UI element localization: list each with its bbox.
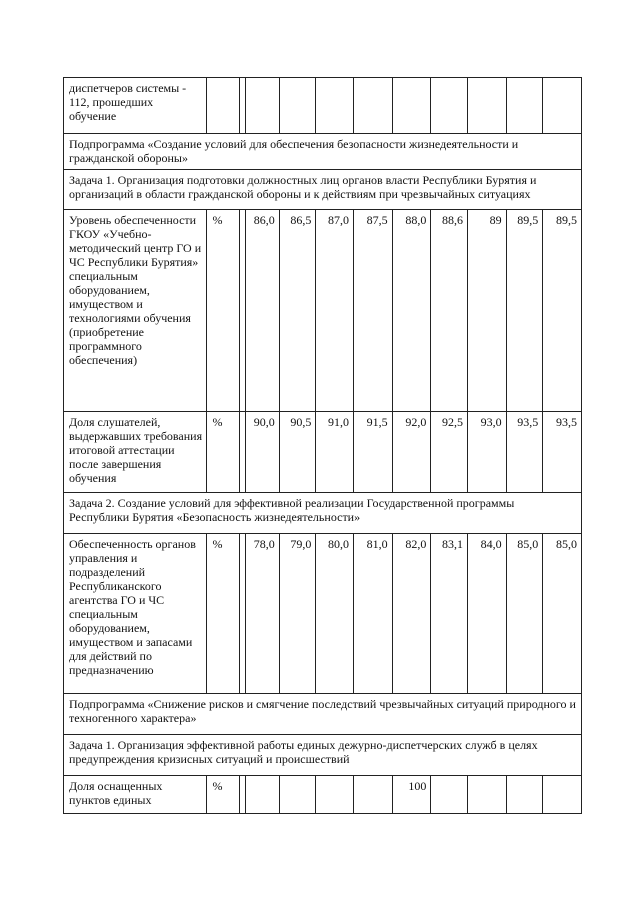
value-cell: 88,6 — [431, 210, 468, 412]
value-cell: 85,0 — [506, 534, 543, 694]
section-heading: Задача 2. Создание условий для эффективной реализации Государственной программы Республики Бурятия «Безопасность жизнедеятельности» — [64, 493, 582, 534]
value-cell: 89,5 — [543, 210, 582, 412]
section-row — [64, 694, 582, 735]
indicator-name: Доля слушателей, выдержавших требования итоговой аттестации после завершения обучения — [64, 412, 207, 493]
value-cell: 90,0 — [246, 412, 280, 493]
value-cell — [316, 78, 354, 134]
section-heading: Подпрограмма «Создание условий для обеспечения безопасности жизнедеятельности и гражданской обороны» — [64, 134, 582, 170]
value-cell — [506, 776, 543, 814]
section-heading: Подпрограмма «Снижение рисков и смягчение последствий чрезвычайных ситуаций природного и техногенного характера» — [64, 694, 582, 735]
value-cell — [431, 776, 468, 814]
indicators-table — [63, 77, 582, 814]
value-cell — [246, 78, 280, 134]
value-cell: 83,1 — [431, 534, 468, 694]
value-cell — [467, 78, 506, 134]
value-cell — [279, 78, 316, 134]
table-row — [64, 210, 582, 412]
table-body — [64, 78, 582, 814]
value-cell: 92,0 — [392, 412, 431, 493]
value-cell: 88,0 — [392, 210, 431, 412]
table-row — [64, 78, 582, 134]
value-cell — [246, 776, 280, 814]
value-cell: 93,5 — [543, 412, 582, 493]
section-heading: Задача 1. Организация подготовки должностных лиц органов власти Республики Бурятия и организаций в области гражданской обороны и к действиям при чрезвычайных ситуациях — [64, 170, 582, 210]
value-cell: 89,5 — [506, 210, 543, 412]
value-cell — [353, 776, 392, 814]
value-cell: 87,5 — [353, 210, 392, 412]
indicator-unit: % — [207, 412, 240, 493]
indicator-name: Обеспеченность органов управления и подразделений Республиканского агентства ГО и ЧС специальным оборудованием, имуществом и запасами для действий по предназначению — [64, 534, 207, 694]
value-cell: 82,0 — [392, 534, 431, 694]
value-cell: 84,0 — [467, 534, 506, 694]
value-cell — [431, 78, 468, 134]
indicator-unit: % — [207, 776, 240, 814]
value-cell — [316, 776, 354, 814]
value-cell: 89 — [467, 210, 506, 412]
value-cell: 100 — [392, 776, 431, 814]
section-row — [64, 134, 582, 170]
value-cell — [506, 78, 543, 134]
value-cell: 79,0 — [279, 534, 316, 694]
value-cell: 93,5 — [506, 412, 543, 493]
value-cell: 86,5 — [279, 210, 316, 412]
value-cell: 81,0 — [353, 534, 392, 694]
indicator-name: диспетчеров системы - 112, прошедших обучение — [64, 78, 207, 134]
indicator-name: Доля оснащенных пунктов единых — [64, 776, 207, 814]
value-cell — [543, 776, 582, 814]
indicator-unit: % — [207, 534, 240, 694]
section-row — [64, 493, 582, 534]
value-cell: 78,0 — [246, 534, 280, 694]
value-cell: 92,5 — [431, 412, 468, 493]
value-cell — [392, 78, 431, 134]
section-row — [64, 170, 582, 210]
value-cell: 91,5 — [353, 412, 392, 493]
value-cell — [279, 776, 316, 814]
value-cell — [467, 776, 506, 814]
table-row — [64, 412, 582, 493]
indicator-unit: % — [207, 210, 240, 412]
value-cell — [353, 78, 392, 134]
value-cell: 80,0 — [316, 534, 354, 694]
section-heading: Задача 1. Организация эффективной работы единых дежурно-диспетчерских служб в целях предупреждения кризисных ситуаций и происшествий — [64, 735, 582, 776]
value-cell: 93,0 — [467, 412, 506, 493]
value-cell: 90,5 — [279, 412, 316, 493]
value-cell — [543, 78, 582, 134]
table-row — [64, 776, 582, 814]
value-cell: 91,0 — [316, 412, 354, 493]
value-cell: 86,0 — [246, 210, 280, 412]
value-cell: 85,0 — [543, 534, 582, 694]
indicator-unit — [207, 78, 240, 134]
section-row — [64, 735, 582, 776]
value-cell: 87,0 — [316, 210, 354, 412]
table-row — [64, 534, 582, 694]
indicator-name: Уровень обеспеченности ГКОУ «Учебно-методический центр ГО и ЧС Республики Бурятия» специальным оборудованием, имуществом и технологиями обучения (приобретение программного обеспечения) — [64, 210, 207, 412]
